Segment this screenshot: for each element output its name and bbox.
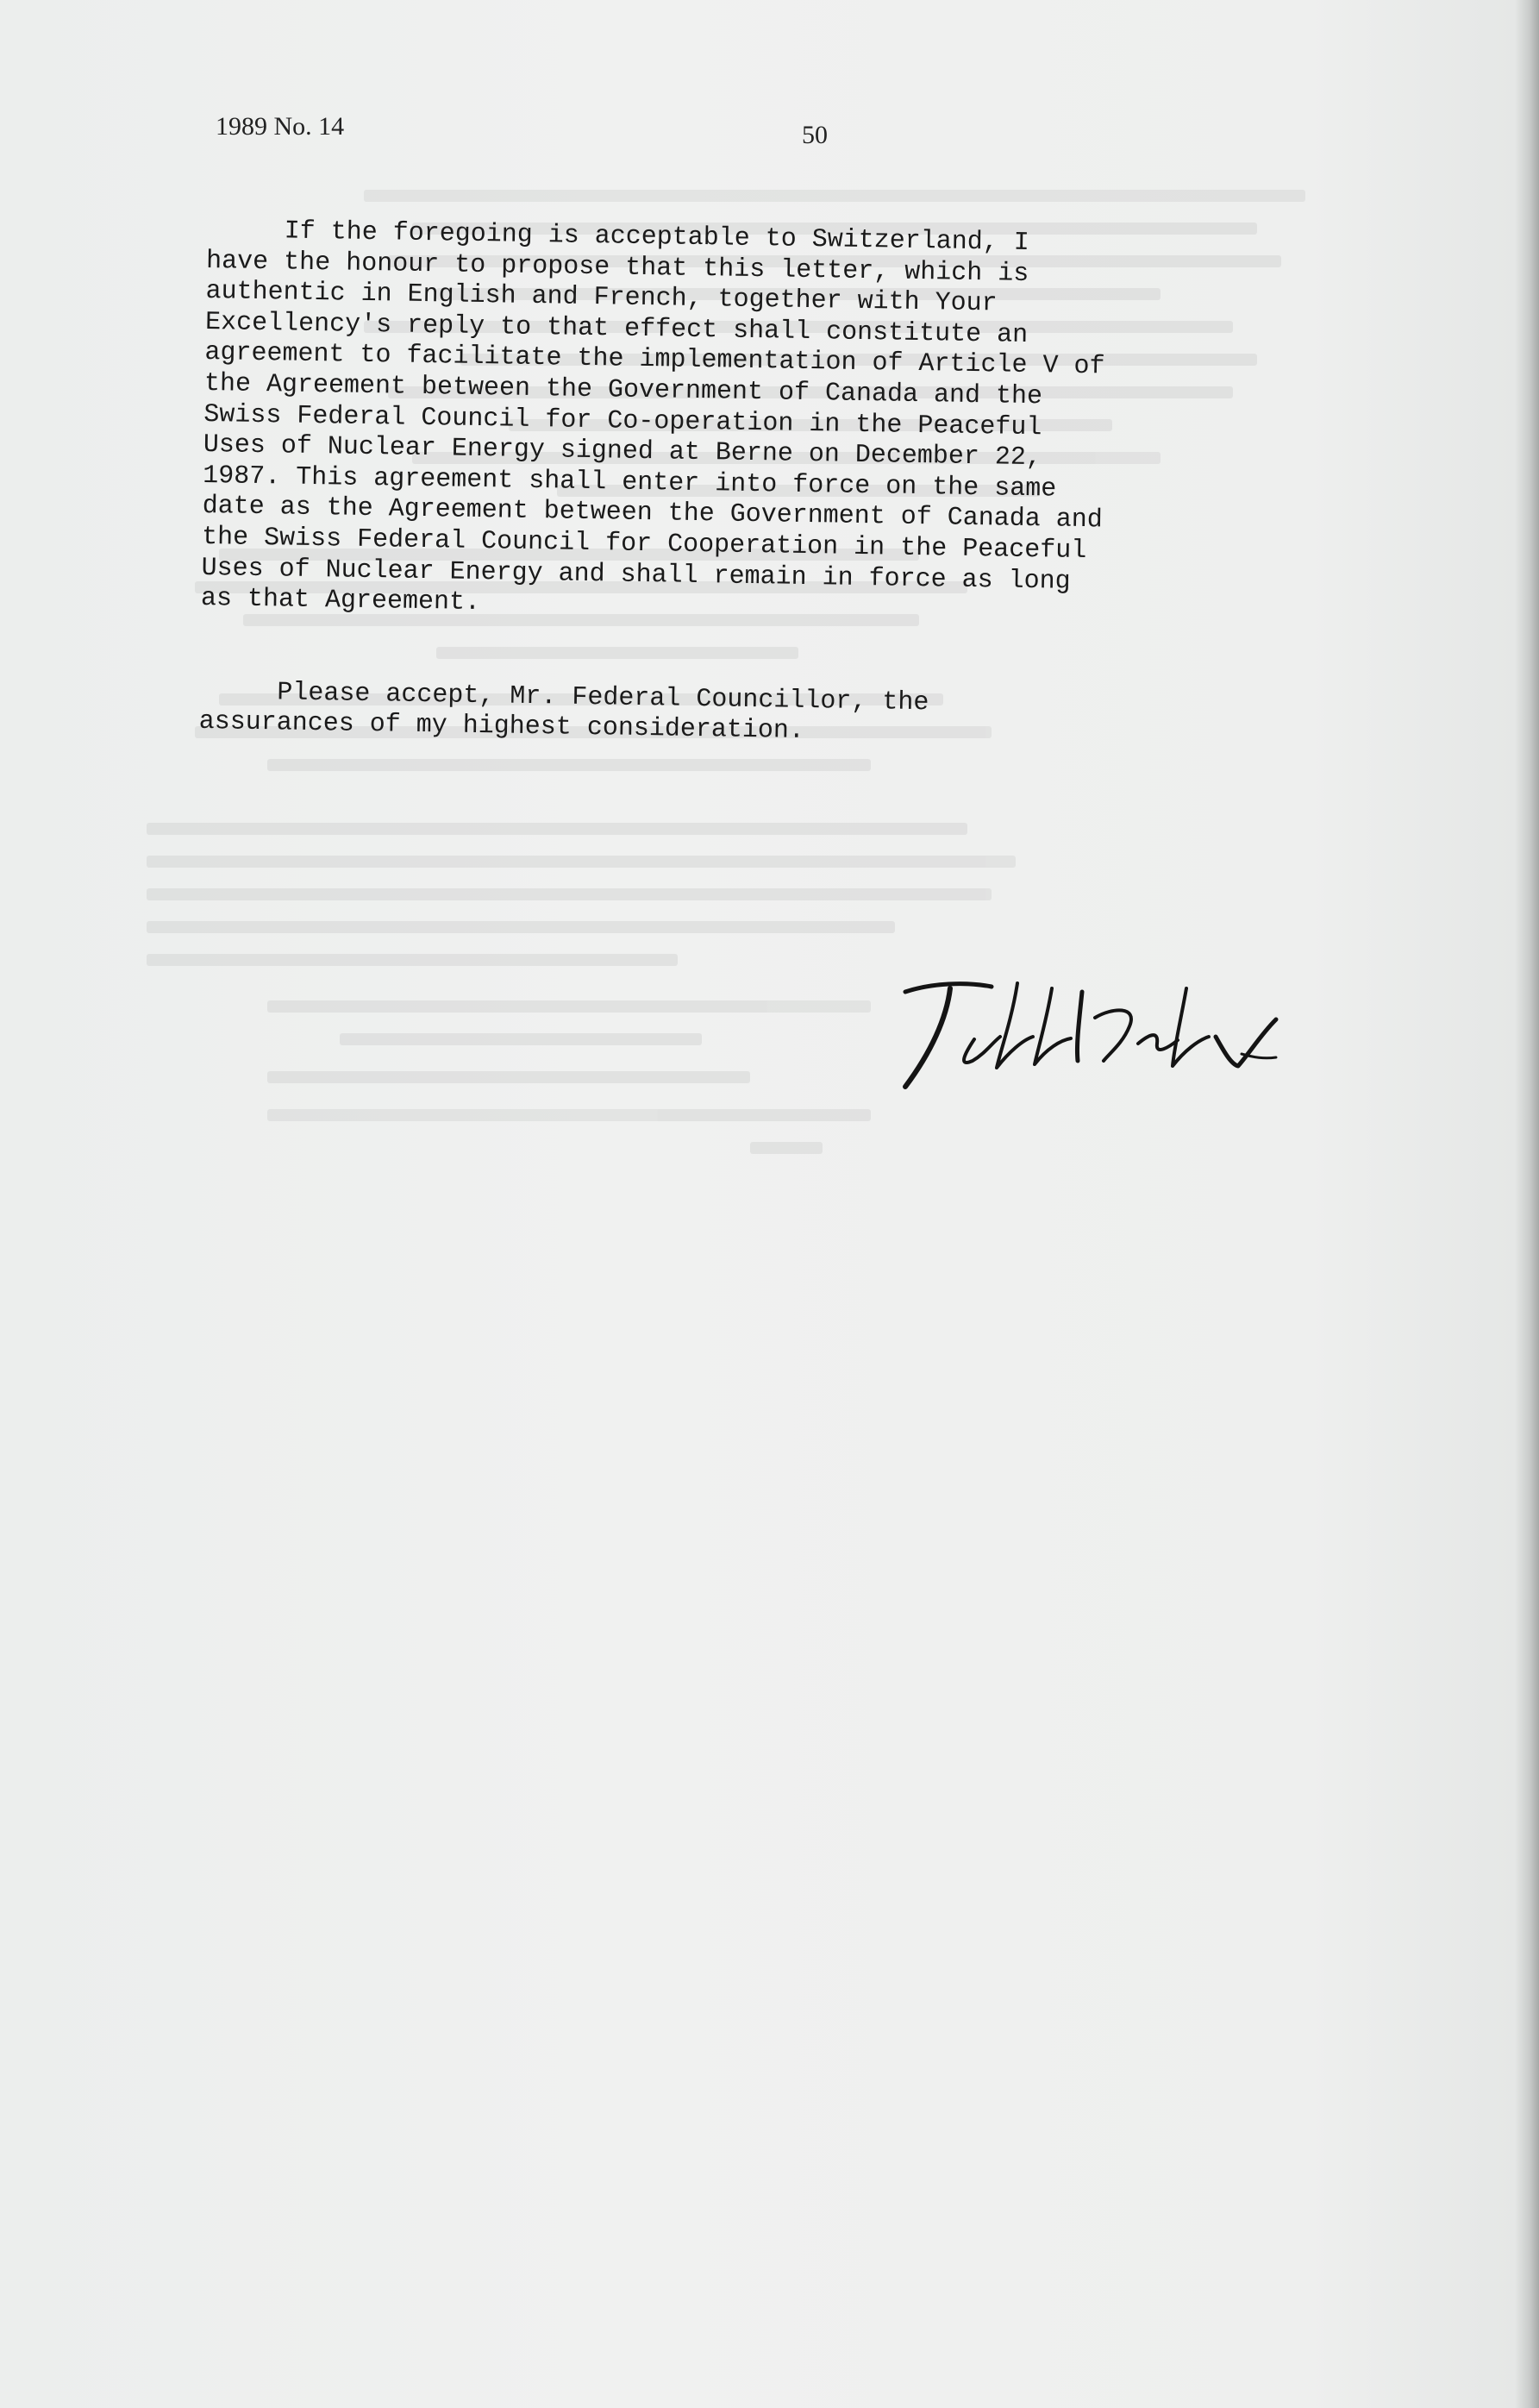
page-number: 50 bbox=[802, 121, 828, 149]
handwritten-signature-icon bbox=[871, 957, 1285, 1095]
closing-paragraph-courtesy: Please accept, Mr. Federal Councillor, the assurances of my highest consideration. bbox=[198, 676, 929, 747]
document-reference: 1989 No. 14 bbox=[216, 112, 345, 141]
page-edge-shadow bbox=[1515, 0, 1539, 2408]
letter-body bbox=[198, 216, 1361, 756]
closing-paragraph-proposal: If the foregoing is acceptable to Switzerland, I have the honour to propose that this letter, which is authentic in English and French, together with Your Excellency's reply to that effect shall constitute an agreement to facilitate the implementation of Article V of the Agreement between the Government of Canada and the Swiss Federal Council for Co-operation in the Peaceful Uses of Nuclear Energy signed at Berne on December 22, 1987. This agreement shall enter into force on the same date as the Agreement between the Government of Canada and the Swiss Federal Council for Cooperation in the Peaceful Uses of Nuclear Energy and shall remain in force as long as that Agreement. bbox=[200, 216, 1105, 618]
